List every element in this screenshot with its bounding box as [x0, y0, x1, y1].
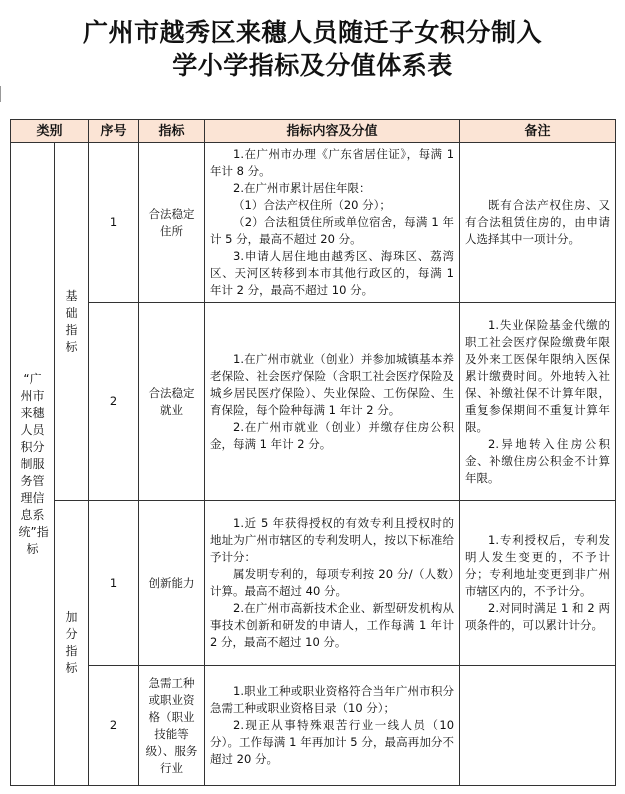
content-line: 2.现正从事特殊艰苦行业一线人员（10 分）。工作每满 1 年再加计 5 分，最高再加分不超过 20 分。 — [210, 718, 455, 766]
group-label-basic: 基础指标 — [65, 288, 78, 354]
content-line: （2）合法租赁住所或单位宿舍，每满 1 年计 5 分，最高不超过 20 分。 — [210, 215, 455, 246]
table-row — [11, 501, 616, 666]
table-row — [11, 143, 616, 303]
content-line: 2.在广州市高新技术企业、新型研发机构从事技术创新和研发的申请人，工作每满 1 年计 2 分，最高不超过 10 分。 — [210, 601, 455, 649]
row-number: 2 — [89, 666, 139, 786]
header-category: 类别 — [11, 120, 89, 143]
page-edge-mark — [0, 86, 4, 102]
content-line: 2.在广州市就业（创业）并缴存住房公积金，每满 1 年计 2 分。 — [210, 419, 455, 451]
content-line: （1）合法产权住所（20 分）； — [233, 198, 391, 212]
header-number: 序号 — [89, 120, 139, 143]
row-number: 2 — [89, 303, 139, 501]
content-line: 3.申请人居住地由越秀区、海珠区、荔湾区、天河区转移到本市其他行政区的，每满 1 年计 2 分，最高不超过 10 分。 — [210, 249, 455, 297]
row-indicator: 合法稳定住所 — [139, 143, 205, 303]
row-indicator: 创新能力 — [139, 501, 205, 666]
row-number: 1 — [89, 501, 139, 666]
row-note-empty — [460, 666, 616, 786]
row-note — [460, 501, 616, 666]
title-line-1: 广州市越秀区来穗人员随迁子女积分制入 — [82, 18, 542, 47]
group-label-bonus: 加分指标 — [65, 610, 78, 675]
category-main-label: “广州市来穗人员积分制服务管理信息系统”指标 — [18, 371, 49, 556]
note-line: 既有合法产权住房、又有合法租赁住房的，由申请人选择其中一项计分。 — [465, 198, 611, 246]
document-title — [0, 16, 625, 82]
group-cell-basic — [55, 143, 89, 501]
table-header-row — [11, 120, 616, 143]
group-cell-bonus — [55, 501, 89, 786]
row-content — [205, 501, 460, 666]
header-note: 备注 — [460, 120, 616, 143]
header-content: 指标内容及分值 — [205, 120, 460, 143]
header-indicator: 指标 — [139, 120, 205, 143]
content-line: 1.职业工种或职业资格符合当年广州市积分急需工种或职业资格目录（10 分）； — [210, 684, 455, 715]
note-line: 1.专利授权后，专利发明人发生变更的，不予计分；专利地址变更到非广州市辖区内的，不予计分。 — [465, 533, 611, 598]
content-line: 属发明专利的，每项专利按 20 分/（人数）计算。最高不超过 40 分。 — [210, 567, 455, 598]
row-content — [205, 303, 460, 501]
row-note — [460, 303, 616, 501]
row-content — [205, 143, 460, 303]
content-line: 2.在广州市累计居住年限： — [233, 181, 371, 195]
title-line-2: 学小学指标及分值体系表 — [172, 51, 453, 80]
content-line: 1.近 5 年获得授权的有效专利且授权时的地址为广州市辖区的专利发明人，按以下标准给予计分： — [210, 516, 455, 564]
table-row — [11, 303, 616, 501]
table-row — [11, 666, 616, 786]
row-content — [205, 666, 460, 786]
note-line: 2.异地转入住房公积金、补缴住房公积金不计算年限。 — [465, 436, 611, 485]
category-main-cell — [11, 143, 55, 786]
content-line: 1.在广州市办理《广东省居住证》，每满 1 年计 8 分。 — [210, 147, 455, 178]
note-line: 1.失业保险基金代缴的职工社会医疗保险缴费年限及外来工医保年限纳入医保累计缴费时间。外地转入社保、补缴社保不计算年限，重复参保期间不重复计算年限。 — [465, 317, 611, 434]
row-note — [460, 143, 616, 303]
content-line: 1.在广州市就业（创业）并参加城镇基本养老保险、社会医疗保险（含职工社会医疗保险及城乡居民医疗保险）、失业保险、工伤保险、生育保险，每个险种每满 1 年计 2 分。 — [210, 351, 455, 417]
indicator-table — [10, 119, 616, 786]
row-indicator: 急需工种或职业资格（职业技能等级）、服务行业 — [139, 666, 205, 786]
row-indicator: 合法稳定就业 — [139, 303, 205, 501]
row-number: 1 — [89, 143, 139, 303]
note-line: 2.对同时满足 1 和 2 两项条件的，可以累计计分。 — [465, 601, 611, 632]
